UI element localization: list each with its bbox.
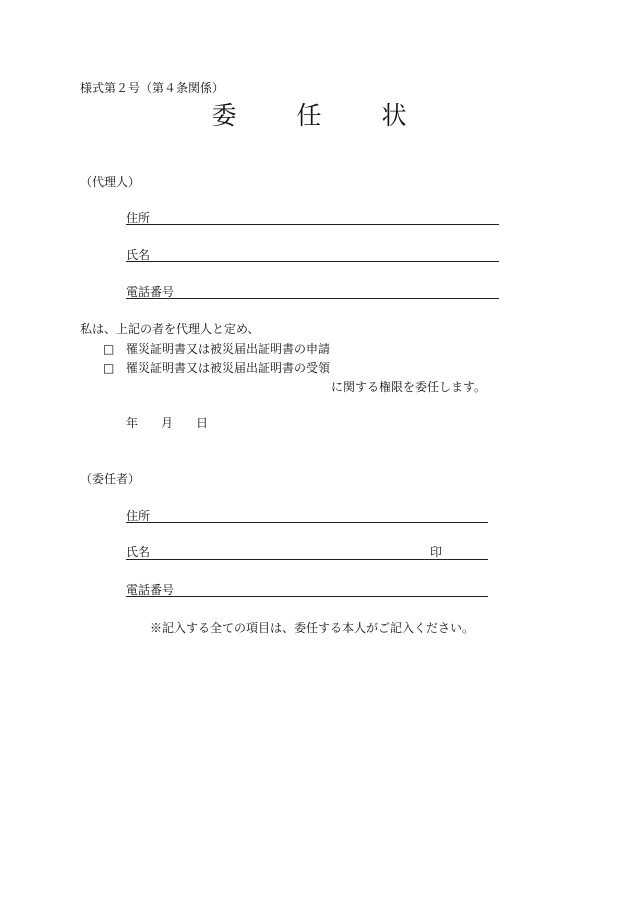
date-year-label: 年 [126, 416, 139, 430]
agent-name-field[interactable] [126, 261, 499, 262]
principal-phone-field[interactable] [126, 596, 488, 597]
option-receipt-checkbox[interactable]: □ [103, 361, 115, 375]
date-month-label: 月 [161, 416, 174, 430]
principal-phone-label: 電話番号 [126, 583, 175, 597]
agent-phone-label: 電話番号 [126, 285, 175, 299]
date-day-label: 日 [196, 416, 209, 430]
option-application-label: 罹災証明書又は被災届出証明書の申請 [126, 342, 331, 356]
principal-name-field[interactable] [126, 559, 488, 560]
agent-name-label: 氏名 [126, 248, 151, 262]
instruction-note: ※記入する全ての項目は、委任する本人がご記入ください。 [150, 621, 475, 635]
agent-address-label: 住所 [126, 211, 151, 225]
delegation-closing: に関する権限を委任します。 [331, 380, 487, 394]
principal-heading: （委任者） [80, 472, 141, 486]
agent-heading: （代理人） [80, 175, 141, 189]
form-number: 様式第２号（第４条関係） [80, 81, 225, 95]
delegation-intro: 私は、上記の者を代理人と定め、 [80, 322, 260, 336]
principal-name-label: 氏名 [126, 545, 151, 559]
principal-seal-label: 印 [430, 545, 443, 559]
option-application-checkbox[interactable]: □ [103, 342, 115, 356]
option-receipt-label: 罹災証明書又は被災届出証明書の受領 [126, 361, 331, 375]
agent-phone-field[interactable] [126, 298, 499, 299]
agent-address-field[interactable] [126, 224, 499, 225]
document-title: 委 任 状 [211, 101, 433, 130]
principal-address-label: 住所 [126, 509, 151, 523]
principal-address-field[interactable] [126, 522, 488, 523]
